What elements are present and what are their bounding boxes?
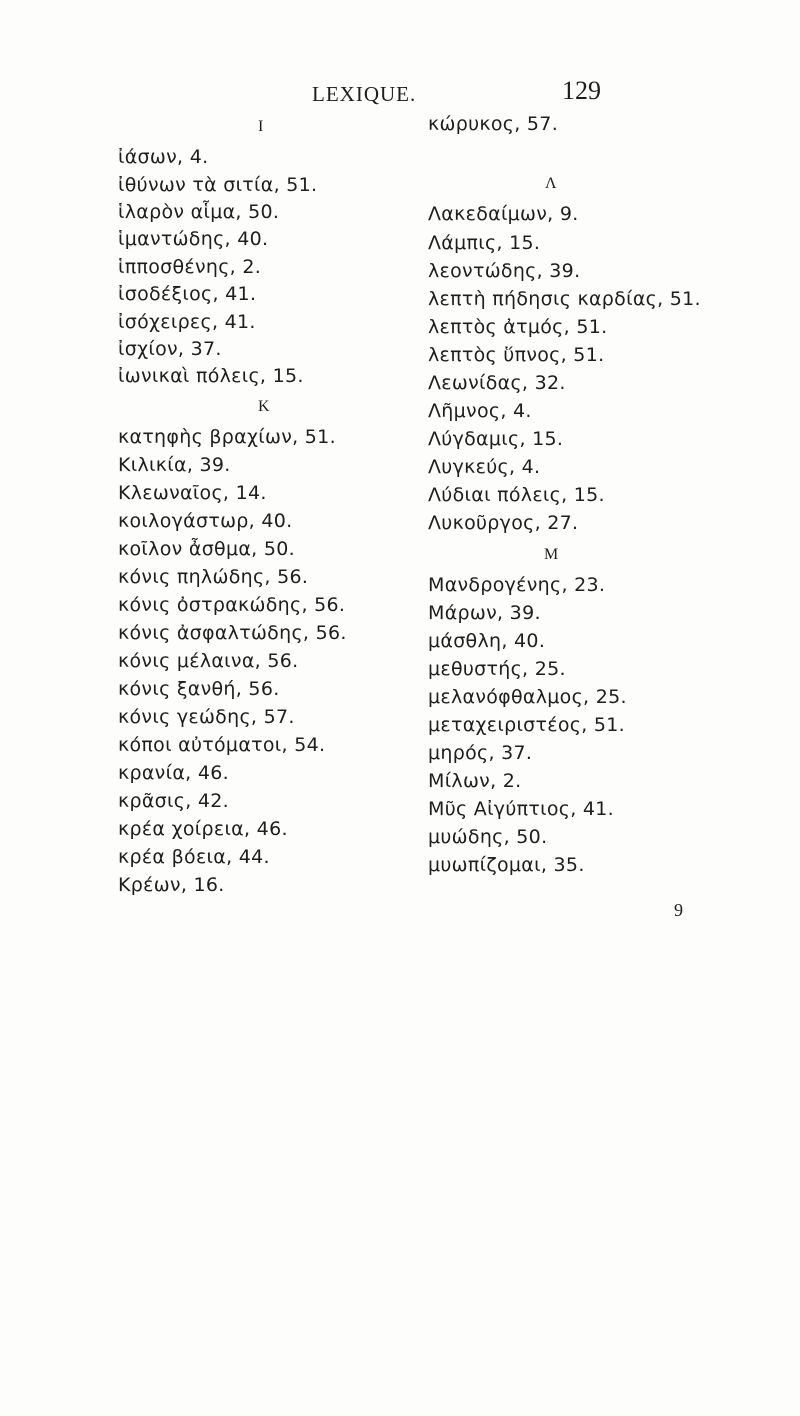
running-title: LEXIQUE. [312, 82, 417, 106]
signature-mark: 9 [674, 900, 683, 920]
index-entry: μεταχειριστέος, 51. [428, 714, 626, 736]
index-entry: κατηφὴς βραχίων, 51. [118, 426, 336, 448]
index-entry: μεθυστής, 25. [428, 658, 566, 680]
index-entry: μυωπίζομαι, 35. [428, 854, 585, 876]
index-entry: κρανία, 46. [118, 762, 229, 784]
index-entry: Λάμπις, 15. [428, 232, 541, 254]
index-entry: Λακεδαίμων, 9. [428, 203, 579, 225]
index-entry: ἰσχίον, 37. [118, 338, 222, 360]
index-entry: κόνις ὀστρακώδης, 56. [118, 594, 346, 616]
index-entry: Μάρων, 39. [428, 602, 541, 624]
index-entry: κρέα βόεια, 44. [118, 846, 270, 868]
index-entry: κόνις μέλαινα, 56. [118, 650, 299, 672]
index-entry: κόνις ξανθή, 56. [118, 678, 280, 700]
section-letter-K: K [258, 398, 270, 415]
index-entry: κόποι αὐτόματοι, 54. [118, 734, 326, 756]
index-entry: κόνις γεώδης, 57. [118, 706, 295, 728]
index-entry: Λῆμνος, 4. [428, 400, 532, 422]
index-entry: ἰθύνων τὰ σιτία, 51. [118, 174, 318, 196]
index-entry: Κρέων, 16. [118, 874, 225, 896]
index-entry: Κλεωναῖος, 14. [118, 482, 267, 504]
index-entry: κρᾶσις, 42. [118, 790, 230, 812]
index-entry: λεπτὸς ἀτμός, 51. [428, 316, 608, 338]
index-entry: Μίλων, 2. [428, 770, 522, 792]
index-entry: κρέα χοίρεια, 46. [118, 818, 288, 840]
index-entry: ἰσόχειρες, 41. [118, 311, 256, 333]
index-entry: κώρυκος, 57. [428, 113, 559, 135]
section-letter-Lambda: Λ [545, 175, 557, 192]
index-entry: κόνις πηλώδης, 56. [118, 566, 309, 588]
index-entry: Λεωνίδας, 32. [428, 372, 566, 394]
index-entry: Κιλικία, 39. [118, 454, 231, 476]
index-entry: λεοντώδης, 39. [428, 260, 581, 282]
index-entry: Λύγδαμις, 15. [428, 428, 564, 450]
index-entry: ἰσοδέξιος, 41. [118, 283, 257, 305]
index-entry: κοιλογάστωρ, 40. [118, 510, 293, 532]
index-entry: μηρός, 37. [428, 742, 533, 764]
index-entry: Λυκοῦργος, 27. [428, 512, 579, 534]
index-entry: κόνις ἀσφαλτώδης, 56. [118, 622, 347, 644]
index-entry: Λύδιαι πόλεις, 15. [428, 484, 605, 506]
index-entry: μελανόφθαλμος, 25. [428, 686, 627, 708]
index-entry: λεπτὸς ὕπνος, 51. [428, 344, 605, 366]
index-entry: Μανδρογένης, 23. [428, 574, 606, 596]
index-entry: μυώδης, 50. [428, 826, 548, 848]
index-entry: μάσθλη, 40. [428, 630, 546, 652]
index-entry: Λυγκεύς, 4. [428, 456, 541, 478]
section-letter-M: M [544, 546, 559, 563]
page-number: 129 [562, 76, 601, 105]
index-entry: ἱλαρὸν αἷμα, 50. [118, 201, 280, 223]
index-entry: ἱμαντώδης, 40. [118, 228, 269, 250]
section-letter-I: I [258, 118, 264, 135]
index-entry: ἰάσων, 4. [118, 146, 209, 168]
index-entry: κοῖλον ἆσθμα, 50. [118, 538, 295, 560]
index-entry: ἱπποσθένης, 2. [118, 256, 262, 278]
index-entry: Μῦς Αἰγύπτιος, 41. [428, 798, 615, 820]
index-entry: λεπτὴ πήδησις καρδίας, 51. [428, 288, 701, 310]
index-entry: ἰωνικαὶ πόλεις, 15. [118, 365, 304, 387]
